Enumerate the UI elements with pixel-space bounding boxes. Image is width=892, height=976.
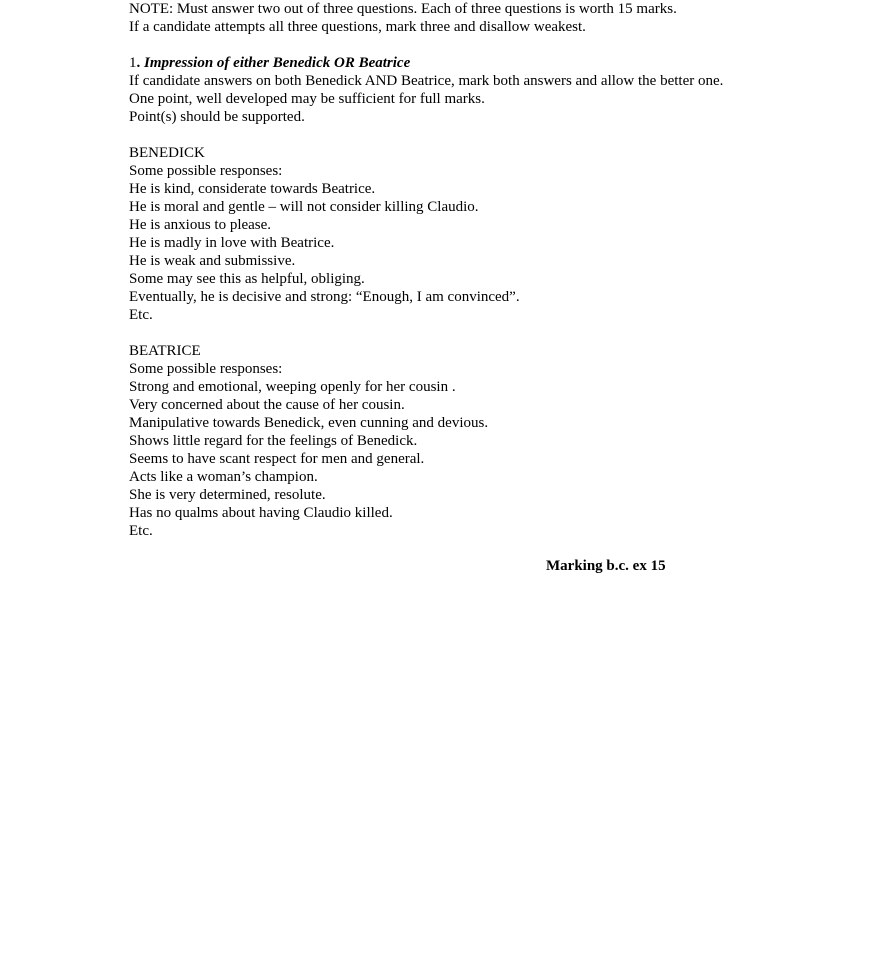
note-line-2: If a candidate attempts all three questions, mark three and disallow weakest.	[129, 19, 586, 35]
benedick-point: Eventually, he is decisive and strong: “Enough, I am convinced”.	[129, 289, 520, 305]
beatrice-point: Shows little regard for the feelings of Benedick.	[129, 433, 418, 449]
instruction-line: One point, well developed may be sufficient for full marks.	[129, 91, 485, 107]
benedick-point: He is anxious to please.	[129, 217, 272, 233]
beatrice-intro: Some possible responses:	[129, 361, 283, 377]
question-title: Impression of either Benedick OR Beatrice	[144, 55, 411, 71]
instruction-line: If candidate answers on both Benedick AND Beatrice, mark both answers and allow the better one.	[129, 73, 724, 89]
beatrice-point: Acts like a woman’s champion.	[129, 469, 318, 485]
beatrice-point: Etc.	[129, 523, 153, 539]
benedick-point: He is madly in love with Beatrice.	[129, 235, 335, 251]
benedick-point: He is weak and submissive.	[129, 253, 296, 269]
question-number-dot: .	[136, 55, 141, 71]
note-line-1: NOTE: Must answer two out of three questions. Each of three questions is worth 15 marks.	[129, 1, 677, 17]
benedick-intro: Some possible responses:	[129, 163, 283, 179]
benedick-point: He is kind, considerate towards Beatrice.	[129, 181, 376, 197]
benedick-point: He is moral and gentle – will not consider killing Claudio.	[129, 199, 479, 215]
question-number: 1	[129, 55, 137, 71]
beatrice-heading: BEATRICE	[129, 343, 201, 359]
benedick-point: Etc.	[129, 307, 153, 323]
instruction-line: Point(s) should be supported.	[129, 109, 305, 125]
benedick-heading: BENEDICK	[129, 145, 205, 161]
beatrice-point: Seems to have scant respect for men and general.	[129, 451, 425, 467]
beatrice-point: Manipulative towards Benedick, even cunning and devious.	[129, 415, 489, 431]
beatrice-point: Strong and emotional, weeping openly for her cousin .	[129, 379, 456, 395]
marking-note: Marking b.c. ex 15	[546, 558, 666, 574]
question-heading	[129, 54, 410, 72]
benedick-point: Some may see this as helpful, obliging.	[129, 271, 365, 287]
beatrice-point: She is very determined, resolute.	[129, 487, 326, 503]
beatrice-point: Very concerned about the cause of her cousin.	[129, 397, 405, 413]
beatrice-point: Has no qualms about having Claudio killed.	[129, 505, 393, 521]
